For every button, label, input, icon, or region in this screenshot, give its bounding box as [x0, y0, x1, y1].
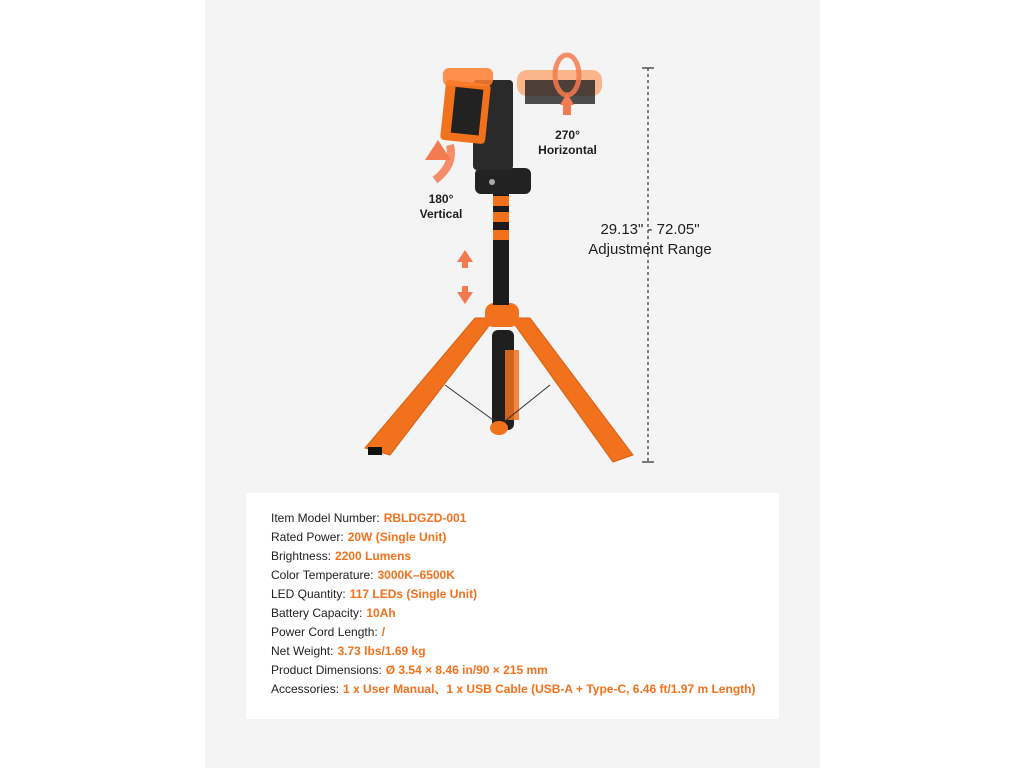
spec-label: Battery Capacity:: [271, 606, 363, 620]
vertical-label: Vertical: [419, 207, 463, 221]
range-value: 29.13" - 72.05": [600, 221, 700, 238]
vertical-rotation-callout: [405, 192, 477, 222]
spec-value: /: [381, 625, 386, 639]
spec-label: Product Dimensions:: [271, 663, 382, 677]
horizontal-label: Horizontal: [538, 143, 597, 157]
spec-row: [271, 624, 385, 640]
spec-row: [271, 510, 466, 526]
spec-label: LED Quantity:: [271, 587, 346, 601]
horizontal-degree: 270°: [555, 128, 580, 142]
adjustment-range-callout: [575, 220, 725, 260]
spec-label: Net Weight:: [271, 644, 334, 658]
rotate-vertical-icon: [425, 140, 451, 180]
specifications-panel: [246, 493, 779, 719]
range-dimension-line: [642, 68, 654, 462]
work-light-tripod-image: [205, 0, 820, 490]
spec-value: 20W (Single Unit): [347, 530, 447, 544]
spec-label: Rated Power:: [271, 530, 344, 544]
spec-row: [271, 586, 477, 602]
spec-label: Item Model Number:: [271, 511, 380, 525]
spec-row: [271, 681, 755, 697]
spec-value: 117 LEDs (Single Unit): [349, 587, 478, 601]
product-illustration: [205, 0, 820, 490]
spec-label: Accessories:: [271, 682, 340, 696]
telescopic-pole: [493, 190, 509, 305]
spec-row: [271, 662, 548, 678]
control-base: [475, 168, 531, 194]
spec-label: Brightness:: [271, 549, 332, 563]
tripod-collar: [485, 303, 519, 327]
spec-label: Power Cord Length:: [271, 625, 378, 639]
spec-value: 2200 Lumens: [335, 549, 412, 563]
spec-row: [271, 567, 455, 583]
spec-value: 3000K–6500K: [377, 568, 455, 582]
spec-label: Color Temperature:: [271, 568, 374, 582]
spec-row: [271, 605, 396, 621]
spec-value: 10Ah: [366, 606, 396, 620]
spec-value: 3.73 lbs/1.69 kg: [337, 644, 426, 658]
vertical-degree: 180°: [428, 192, 454, 206]
spec-row: [271, 643, 426, 659]
range-label: Adjustment Range: [588, 241, 712, 258]
product-card: [205, 0, 820, 768]
spec-row: [271, 529, 446, 545]
spec-value: Ø 3.54 × 8.46 in/90 × 215 mm: [385, 663, 548, 677]
tripod-legs: [365, 318, 633, 462]
spec-value: 1 x User Manual、1 x USB Cable (USB-A + Type-C, 6.46 ft/1.97 m Length): [343, 682, 756, 696]
horizontal-rotation-callout: [525, 128, 610, 158]
height-adjust-arrows-icon: [457, 250, 473, 304]
spec-row: [271, 548, 411, 564]
spec-value: RBLDGZD-001: [383, 511, 467, 525]
